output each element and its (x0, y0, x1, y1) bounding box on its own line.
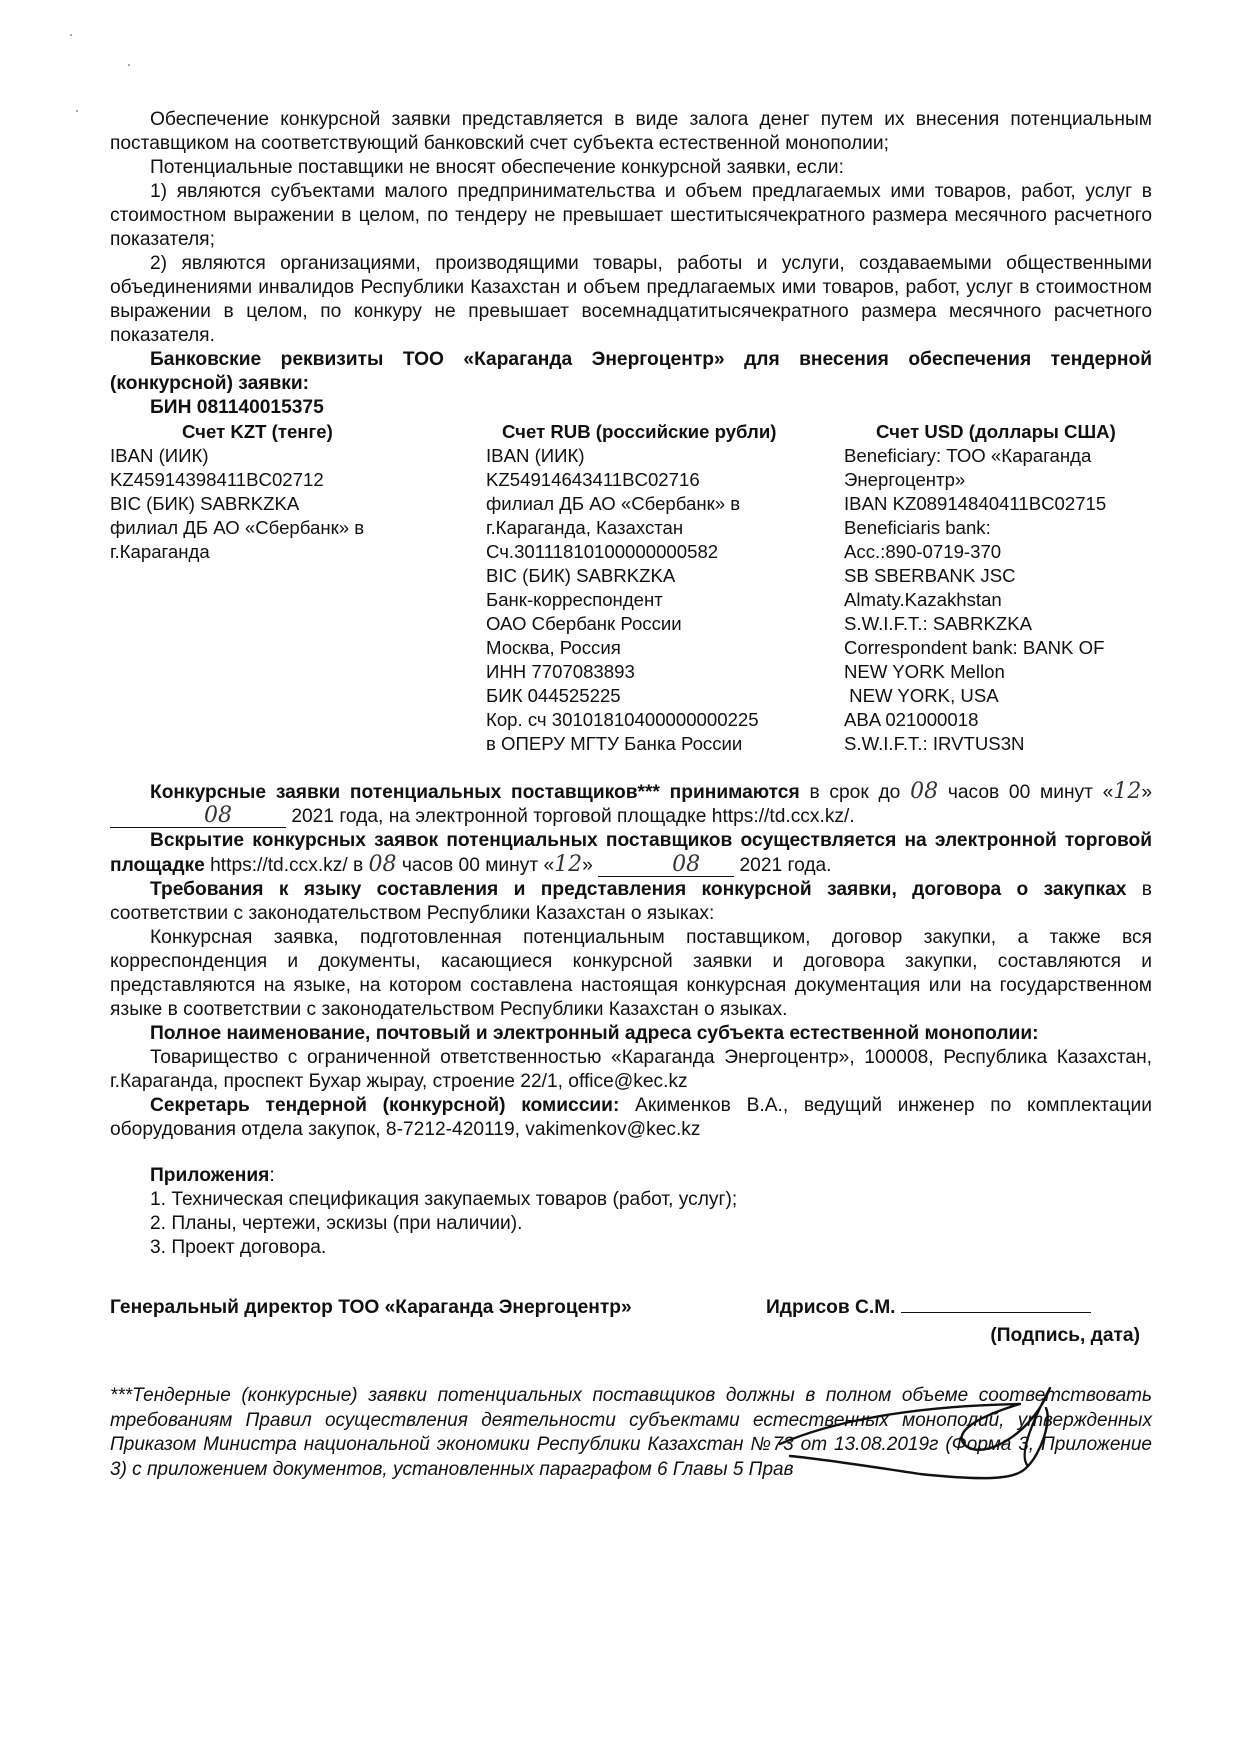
appendix-heading (110, 1164, 1152, 1188)
paragraph-deposit: Обеспечение конкурсной заявки представляется в виде залога денег путем их внесения потенциальным поставщиком на соответствующий банковский счет субъекта естественной монополии; (110, 109, 1152, 154)
account-line: IBAN KZ08914840411BC02715 (844, 493, 1107, 514)
paragraph-submission-deadline (110, 780, 1152, 829)
account-line: Correspondent bank: BANK OF (844, 637, 1105, 658)
account-line: филиал ДБ АО «Сбербанк» в (110, 517, 365, 538)
account-kzt (110, 420, 486, 756)
handwritten-month: 08 (204, 803, 232, 828)
account-title: Счет USD (доллары США) (876, 421, 1116, 442)
account-usd (844, 420, 1152, 756)
account-line: Acc.:890-0719-370 (844, 541, 1002, 562)
account-line: IBAN (ИИК) (110, 445, 209, 466)
account-line: Beneficiary: ТОО «Караганда (844, 445, 1092, 466)
appendix-item: 1. Техническая спецификация закупаемых товаров (работ, услуг); (150, 1189, 738, 1210)
paragraph-secretary (110, 1094, 1152, 1142)
account-line: ABA 021000018 (844, 709, 979, 730)
handwritten-hour: 08 (368, 852, 397, 877)
signature-line (901, 1312, 1091, 1313)
account-line: BIC (БИК) SABRKZKA (110, 493, 300, 514)
signature-caption: (Подпись, дата) (990, 1325, 1140, 1346)
language-heading: Требования к языку составления и представления конкурсной заявки, договора о закупках (150, 879, 1127, 900)
account-title: Счет RUB (российские рубли) (502, 421, 777, 442)
account-line: Москва, Россия (486, 637, 621, 658)
address-heading: Полное наименование, почтовый и электронный адреса субъекта естественной монополии: (150, 1023, 1039, 1044)
text-run: 2021 года. (734, 855, 832, 876)
text-run: » (582, 855, 599, 876)
appendix-item: 2. Планы, чертежи, эскизы (при наличии). (150, 1213, 523, 1234)
paragraph-language (110, 878, 1152, 926)
account-line: г.Караганда (110, 541, 210, 562)
account-line: филиал ДБ АО «Сбербанк» в (486, 493, 741, 514)
account-line: Энергоцентр» (844, 469, 966, 490)
appendix-list (150, 1188, 1152, 1260)
paragraph-opening (110, 829, 1152, 878)
account-line: г.Караганда, Казахстан (486, 517, 684, 538)
paragraph-exemption-intro: Потенциальные поставщики не вносят обеспечение конкурсной заявки, если: (150, 157, 844, 178)
account-title: Счет KZT (тенге) (182, 421, 333, 442)
text-run: » (1141, 782, 1153, 803)
text-run: 2021 года, на электронной торговой площадке https://td.ccx.kz/. (286, 806, 855, 827)
text-run: в срок до (799, 782, 911, 803)
handwritten-day: 12 (1113, 779, 1142, 804)
paragraph-exemption-1: 1) являются субъектами малого предпринимательства и объем предлагаемых ими товаров, работ, услуг в стоимостном выражении в целом, по тендеру не превышает шеститысячекратного размера месячного расчетного показателя; (110, 181, 1152, 250)
scan-speck (128, 64, 130, 66)
bin-number: БИН 081140015375 (150, 397, 324, 418)
text-run: в соответствии с законодательством Республики Казахстан о языках: (110, 879, 1152, 924)
account-line: ИНН 7707083893 (486, 661, 635, 682)
document-body (110, 108, 1152, 1482)
handwritten-hour: 08 (910, 779, 939, 804)
handwritten-month: 08 (672, 852, 701, 877)
account-line: KZ54914643411BC02716 (486, 469, 700, 490)
signer-name: Идрисов С.М. (766, 1297, 896, 1318)
appendix-title: Приложения (150, 1165, 270, 1186)
account-line: БИК 044525225 (486, 685, 621, 706)
bank-details-heading: Банковские реквизиты ТОО «Караганда Энергоцентр» для внесения обеспечения тендерной (конкурсной) заявки: (110, 349, 1152, 394)
paragraph-exemption-2: 2) являются организациями, производящими товары, работы и услуги, создаваемыми общественными объединениями инвалидов Республики Казахстан и объем предлагаемых ими товаров, работ, услуг в стоимостном выражении в целом, по конкуру не превышает восемнадцатитысячекратного размера месячного расчетного показателя. (110, 253, 1152, 346)
account-line: Beneficiaris bank: (844, 517, 991, 538)
account-line: Кор. сч 30101810400000000225 (486, 709, 759, 730)
bank-accounts (110, 420, 1152, 756)
account-line: Банк-корреспондент (486, 589, 663, 610)
account-line: Сч.30111810100000000582 (486, 541, 719, 562)
scan-speck (76, 110, 78, 112)
signature-block (110, 1296, 1152, 1320)
text-run: https://td.ccx.kz/ в (204, 855, 369, 876)
secretary-label: Секретарь тендерной (конкурсной) комиссии: (150, 1095, 620, 1116)
text-run: часов 00 минут « (396, 855, 555, 876)
account-line: IBAN (ИИК) (486, 445, 585, 466)
paragraph-language-text: Конкурсная заявка, подготовленная потенциальным поставщиком, договор закупки, а также вся корреспонденция и документы, касающиеся конкурсной заявки и договора закупки, составляются и представляются на языке, на котором составлена настоящая конкурсная документация или на государственном языке в соответствии с законодательством Республики Казахстан о языках. (110, 927, 1152, 1020)
account-line: S.W.I.F.T.: SABRKZKA (844, 613, 1033, 634)
scan-speck (70, 34, 72, 36)
text-run: Акименков В.А., ведущий инженер по комплектации оборудования отдела закупок, 8-7212-420119, vakimenkov@kec.kz (110, 1095, 1152, 1140)
appendix-item: 3. Проект договора. (150, 1237, 327, 1258)
account-line: NEW YORK Mellon (844, 661, 1005, 682)
account-line: ОАО Сбербанк России (486, 613, 682, 634)
handwritten-day: 12 (554, 852, 583, 877)
account-line: BIC (БИК) SABRKZKA (486, 565, 676, 586)
month-blank (598, 852, 734, 877)
text-run: часов 00 минут « (938, 782, 1114, 803)
month-blank (110, 803, 286, 828)
account-line: NEW YORK, USA (844, 685, 999, 706)
account-line: S.W.I.F.T.: IRVTUS3N (844, 733, 1025, 754)
account-rub (486, 420, 844, 756)
submission-label: Конкурсные заявки потенциальных поставщиков*** принимаются (150, 782, 800, 803)
footnote: ***Тендерные (конкурсные) заявки потенциальных поставщиков должны в полном объеме соответствовать требованиям Правил осуществления деятельности субъектами естественных монополий, утвержденных Приказом Министра национальной экономики Республики Казахстан №73 от 13.08.2019г (Форма 3, Приложение 3) с приложением документов, установленных параграфом 6 Главы 5 Прав (110, 1385, 1152, 1480)
opening-label: Вскрытие конкурсных заявок потенциальных поставщиков осуществляется на электронной торговой площадке (110, 830, 1152, 876)
account-line: в ОПЕРУ МГТУ Банка России (486, 733, 743, 754)
handwritten-signature (770, 1382, 1090, 1492)
text-run: : (269, 1165, 275, 1186)
account-line: SB SBERBANK JSC (844, 565, 1016, 586)
account-line: Almaty.Kazakhstan (844, 589, 1002, 610)
address-text: Товарищество с ограниченной ответственностью «Караганда Энергоцентр», 100008, Республика Казахстан, г.Караганда, проспект Бухар жырау, строение 22/1, office@kec.kz (110, 1047, 1152, 1092)
account-line: KZ45914398411BC02712 (110, 469, 324, 490)
signer-title: Генеральный директор ТОО «Караганда Энергоцентр» (110, 1297, 632, 1318)
signer-name-line (766, 1296, 1091, 1320)
